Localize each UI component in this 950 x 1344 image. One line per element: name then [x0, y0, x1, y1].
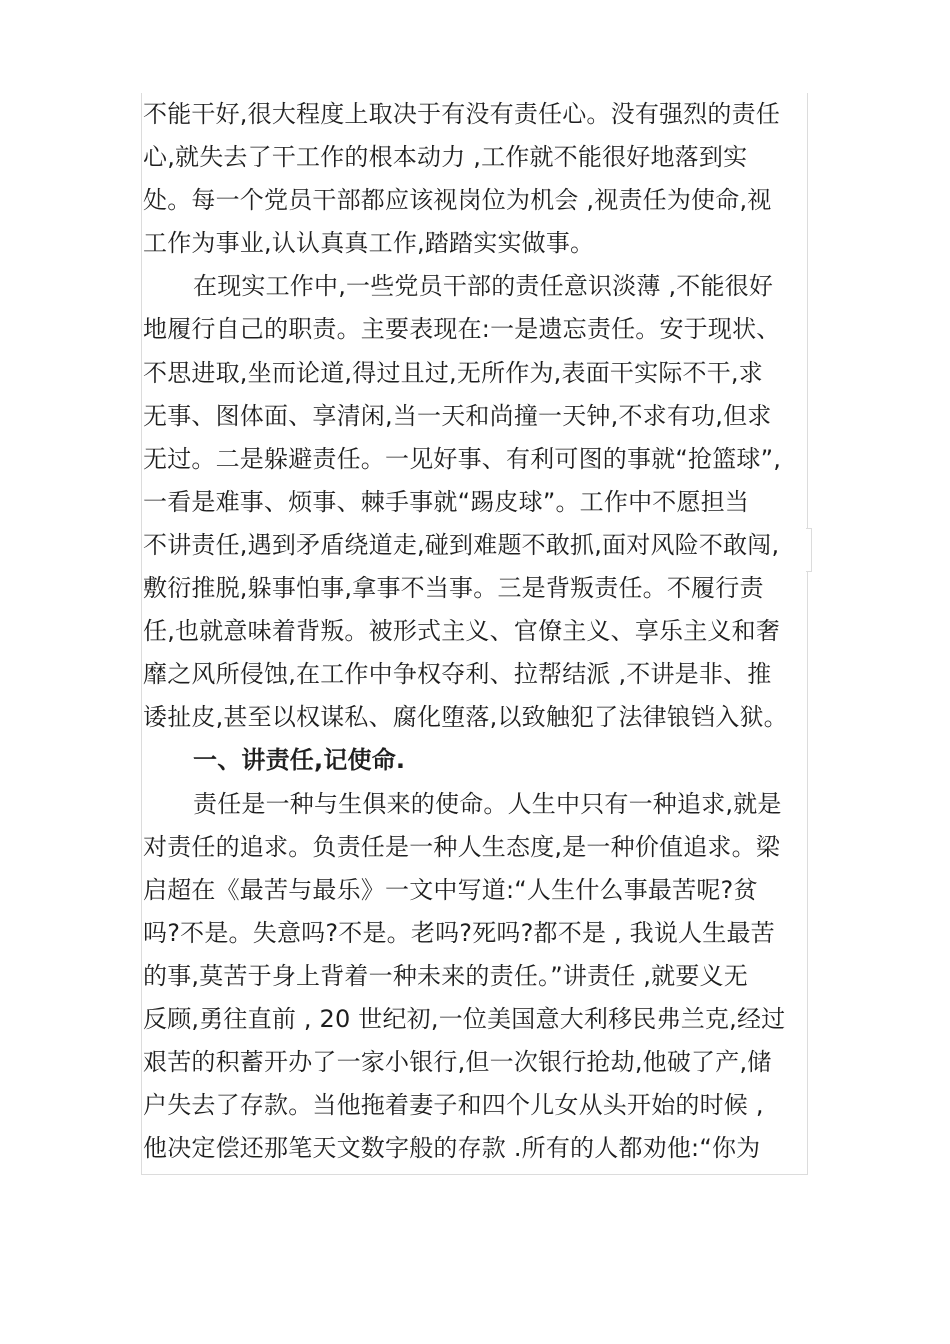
body-line: 无过。二是躲避责任。一见好事、有利可图的事就“抢篮球”, — [143, 444, 782, 473]
document-body — [143, 93, 811, 1170]
body-line: 任,也就意味着背叛。被形式主义、官僚主义、享乐主义和奢 — [143, 617, 781, 646]
body-line: 反顾,勇往直前 , 20 世纪初,一位美国意大利移民弗兰克,经过 — [143, 1004, 786, 1033]
body-line: 心,就失去了干工作的根本动力 ,工作就不能很好地落到实 — [143, 143, 748, 172]
body-line: 不讲责任,遇到矛盾绕道走,碰到难题不敢抓,面对风险不敢闯, — [143, 530, 780, 559]
body-line: 诿扯皮,甚至以权谋私、腐化堕落,以致触犯了法律锒铛入狱。 — [143, 703, 788, 732]
body-line: 吗?不是。失意吗?不是。老吗?死吗?都不是 , 我说人生最苦 — [143, 918, 775, 947]
body-line: 一看是难事、烦事、棘手事就“踢皮球”。工作中不愿担当 — [143, 487, 750, 516]
paragraph-start-line: 责任是一种与生俱来的使命。人生中只有一种追求,就是 — [193, 789, 782, 818]
body-line: 靡之风所侵蚀,在工作中争权夺利、拉帮结派 ,不讲是非、推 — [143, 660, 772, 689]
body-line: 无事、图体面、享清闲,当一天和尚撞一天钟,不求有功,但求 — [143, 401, 772, 430]
body-line: 艰苦的积蓄开办了一家小银行,但一次银行抢劫,他破了产,储 — [143, 1048, 772, 1077]
body-line: 的事,莫苦于身上背着一种未来的责任。”讲责任 ,就要义无 — [143, 961, 748, 990]
body-line: 户失去了存款。当他拖着妻子和四个儿女从头开始的时候 , — [143, 1091, 764, 1120]
body-line: 对责任的追求。负责任是一种人生态度,是一种价值追求。梁 — [143, 832, 781, 861]
body-line: 处。每一个党员干部都应该视岗位为机会 ,视责任为使命,视 — [143, 186, 772, 215]
body-line: 敷衍推脱,躲事怕事,拿事不当事。三是背叛责任。不履行责 — [143, 574, 764, 603]
paragraph-start-line: 在现实工作中,一些党员干部的责任意识淡薄 ,不能很好 — [193, 272, 774, 301]
section-heading: 一、讲责任,记使命. — [193, 746, 406, 775]
body-line: 不思进取,坐而论道,得过且过,无所作为,表面干实际不干,求 — [143, 358, 763, 387]
body-line: 工作为事业,认认真真工作,踏踏实实做事。 — [143, 229, 595, 258]
body-line: 地履行自己的职责。主要表现在:一是遗忘责任。安于现状、 — [143, 315, 781, 344]
body-line: 他决定偿还那笔天文数字般的存款 .所有的人都劝他:“你为 — [143, 1134, 761, 1163]
body-line: 启超在《最苦与最乐》一文中写道:“人生什么事最苦呢?贫 — [143, 875, 758, 904]
body-line: 不能干好,很大程度上取决于有没有责任心。没有强烈的责任 — [143, 100, 781, 128]
